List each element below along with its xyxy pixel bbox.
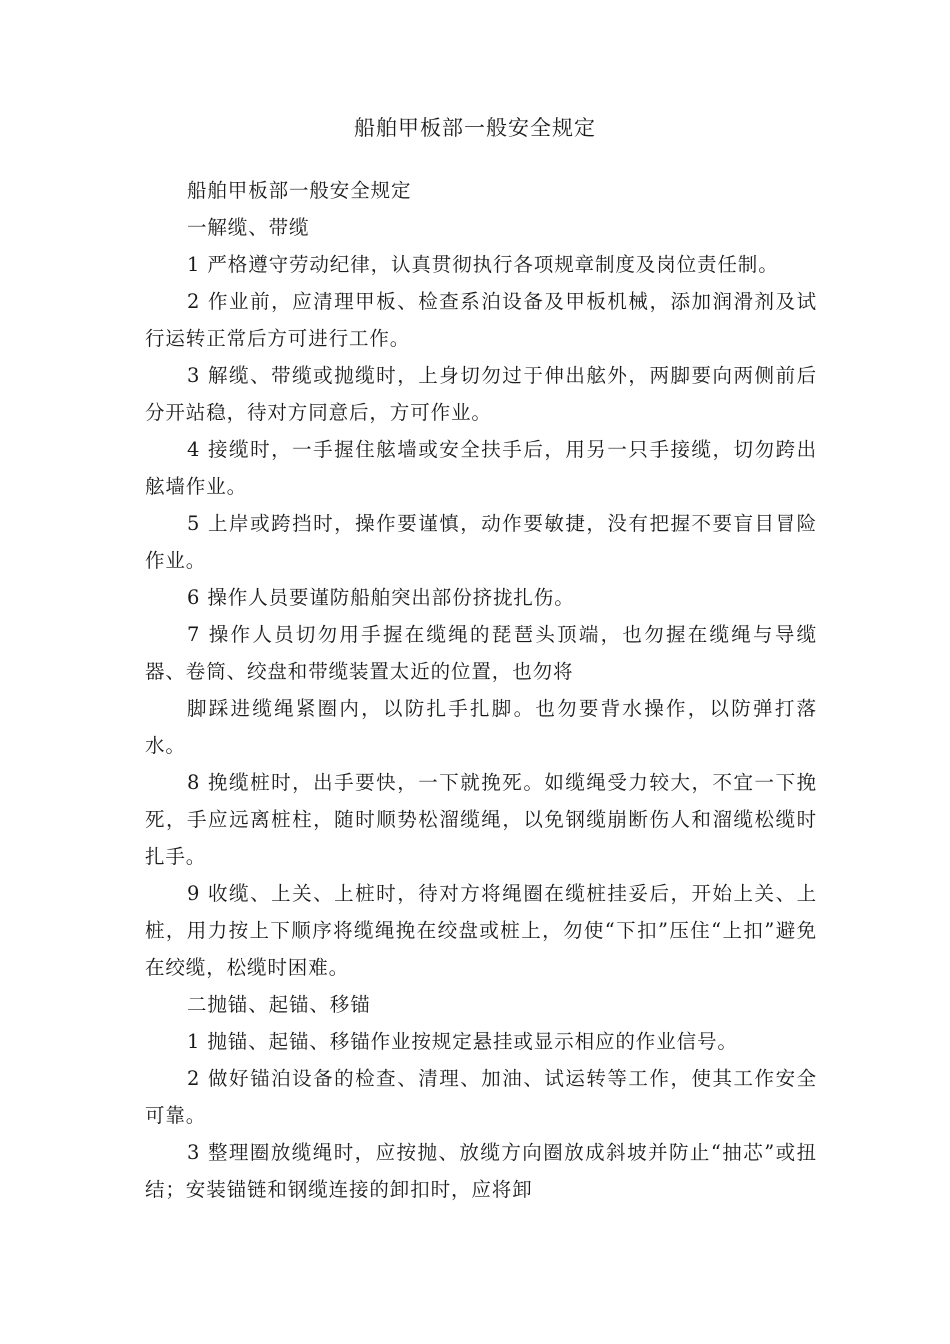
paragraph-anchor-rule-1: 1 抛锚、起锚、移锚作业按规定悬挂或显示相应的作业信号。 [187,1030,738,1053]
document-title: 船舶甲板部一般安全规定 [354,116,596,140]
paragraph-rule-5: 5 上岸或跨挡时，操作要谨慎，动作要敏捷，没有把握不要盲目冒险作业。 [145,512,817,572]
paragraph-rule-7-continued: 脚踩进缆绳紧圈内，以防扎手扎脚。也勿要背水操作，以防弹打落水。 [145,697,817,757]
paragraph-rule-4: 4 接缆时，一手握住舷墙或安全扶手后，用另一只手接缆，切勿跨出舷墙作业。 [145,438,817,498]
section-heading-mooring: 一解缆、带缆 [187,216,310,239]
paragraph-anchor-rule-2: 2 做好锚泊设备的检查、清理、加油、试运转等工作，使其工作安全可靠。 [145,1067,817,1127]
paragraph-anchor-rule-3: 3 整理圈放缆绳时，应按抛、放缆方向圈放成斜坡并防止“抽芯”或扭结；安装锚链和钢缆连接的卸扣时，应将卸 [145,1141,817,1201]
paragraph-rule-6: 6 操作人员要谨防船舶突出部份挤拢扎伤。 [187,586,575,609]
paragraph-rule-7: 7 操作人员切勿用手握在缆绳的琵琶头顶端，也勿握在缆绳与导缆器、卷筒、绞盘和带缆装置太近的位置，也勿将 [145,623,817,683]
document-body [145,172,817,1208]
paragraph-rule-8: 8 挽缆桩时，出手要快，一下就挽死。如缆绳受力较大，不宜一下挽死，手应远离桩柱，随时顺势松溜缆绳，以免钢缆崩断伤人和溜缆松缆时扎手。 [145,771,817,868]
paragraph-rule-9: 9 收缆、上关、上桩时，待对方将绳圈在缆桩挂妥后，开始上关、上桩，用力按上下顺序将缆绳挽在绞盘或桩上，勿使“下扣”压住“上扣”避免在绞缆，松缆时困难。 [145,882,817,979]
paragraph-rule-2: 2 作业前，应清理甲板、检查系泊设备及甲板机械，添加润滑剂及试行运转正常后方可进行工作。 [145,290,817,350]
paragraph-rule-1: 1 严格遵守劳动纪律，认真贯彻执行各项规章制度及岗位责任制。 [187,253,779,276]
section-heading-anchoring: 二抛锚、起锚、移锚 [187,993,371,1016]
paragraph-rule-3: 3 解缆、带缆或抛缆时，上身切勿过于伸出舷外，两脚要向两侧前后分开站稳，待对方同意后，方可作业。 [145,364,817,424]
paragraph-heading: 船舶甲板部一般安全规定 [187,179,412,202]
